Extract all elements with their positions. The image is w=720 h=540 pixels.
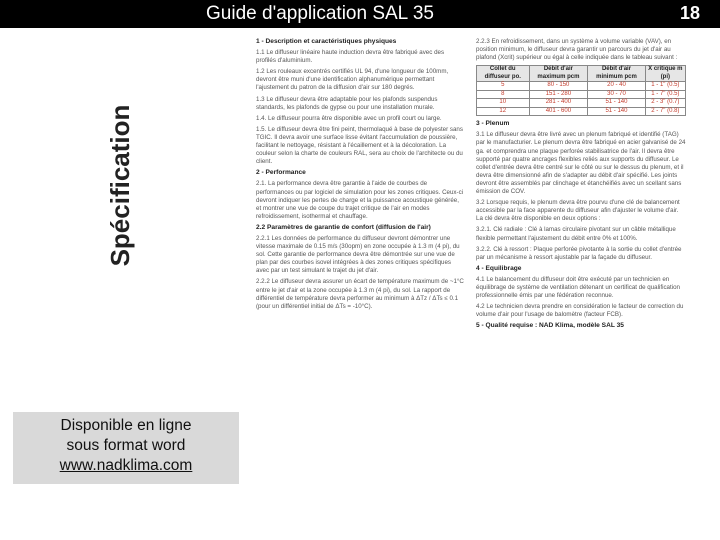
table-cell: 12 (477, 107, 530, 116)
paragraph: 2.2.2 Le diffuseur devra assurer un écart de température maximum de ~1°C entre le jet d'air et la zone occupée à 1.3 m (4 pi), du sol. La rapport de différentiel de température devra performer au minimum à ΔTᴢ / ΔTs ≤ 0.1 (pour un différentiel initial de ΔTs = -10°C). (256, 278, 464, 310)
paragraph: 2.2.1 Les données de performance du diffuseur devront démontrer une vitesse maximale de 0.15 m/s (30opm) en zone occupée à 1.3 m (4 pi), du sol. Cette garantie de performance devra être démontrée sur une vue de plan par des courbes isovel intégrées à des zones critiques spécifiques avec par un test simulant le trajet du jet d'air. (256, 234, 460, 275)
document-left-column (256, 38, 464, 314)
table-cell: 5 (477, 82, 530, 91)
table-cell: 151 - 280 (529, 90, 588, 99)
table-row (477, 90, 686, 99)
paragraph: 1.5. Le diffuseur devra être fini peint, thermolaqué à base de polyester sans TGIC. Il devra avoir une surface lisse évitant l'accumulation de poussière, facilitant le nettoyage, résistant à l'écaillement et à la décoloration. La couleur selon la charte de couleurs RAL, sera au choix de l'architecte ou du client. (256, 125, 463, 166)
table-cell: 401 - 600 (529, 107, 588, 116)
table-row (477, 82, 686, 91)
section-heading: 2.2 Paramètres de garantie de confort (diffusion de l'air) (256, 223, 431, 231)
section-heading: 3 - Plenum (476, 120, 510, 128)
table-cell: 281 - 400 (529, 99, 588, 108)
paragraph: 2.2.3 En refroidissement, dans un système à volume variable (VAV), en position minimum, le diffuseur devra garantir un parcours du jet d'air au plafond (Xcrit) supérieur ou égal à celle indiquée dans le tableau suivant : (476, 38, 678, 62)
paragraph: 2.1. La performance devra être garantie à l'aide de courbes de performances ou par logiciel de simulation pour les zones critiques. Ceux-ci devront indiquer les pertes de charge et la puissance acoustique générée, et montrer une vue de coupe du trajet critique de l'air en modes refroidissement, isothermal et chauffage. (256, 180, 464, 220)
table-cell: 30 - 70 (588, 90, 645, 99)
paragraph: 4.2 Le technicien devra prendre en considération le facteur de correction du volume d'air pour l'usage de balomètre (facteur FCB). (476, 303, 684, 319)
website-link[interactable]: www.nadklima.com (59, 457, 193, 474)
table-row (477, 107, 686, 116)
section-heading: 1 - Description et caractéristiques physiques (256, 38, 397, 45)
paragraph: 3.2.1. Clé radiale : Clé à lamas circulaire pivotant sur un câble métallique flexible permettant l'ajustement du débit entre 0% et 100%. (476, 226, 676, 242)
column-header: Débit d'air minimum pcm (588, 66, 645, 82)
document-right-body (476, 120, 686, 330)
table-cell: 1 - 1" (0.5) (645, 82, 685, 91)
column-header: Collet du diffuseur po. (477, 66, 530, 82)
paragraph: 3.2.2. Clé à ressort : Plaque perforée pivotante à la sortie du collet d'entrée par un mécanisme à ressort ajustable par la façade du diffuseur. (476, 245, 682, 261)
document-right-column (476, 38, 686, 333)
paragraph: 1.4. Le diffuseur pourra être disponible avec un profil court ou large. (256, 114, 442, 122)
table-cell: 2 - 3" (0.7) (645, 99, 685, 108)
specification-document (246, 38, 691, 535)
column-header: X critique m (pi) (645, 66, 685, 82)
page-title: Guide d'application SAL 35 (206, 3, 434, 24)
table-row (477, 99, 686, 108)
table-header-row (477, 66, 686, 82)
section-heading: 2 - Performance (256, 169, 306, 177)
paragraph: 1.3 Le diffuseur devra être adaptable pour les plafonds suspendus standards, les plafonds de gypse ou pour une installation murale. (256, 95, 438, 111)
header-bar (0, 0, 720, 28)
table-cell: 1 - 7" (0.5) (645, 90, 685, 99)
paragraph: 1.1 Le diffuseur linéaire haute induction devra être fabriqué avec des profilés d'aluminium. (256, 49, 445, 65)
table-cell: 20 - 40 (588, 82, 645, 91)
paragraph: 4.1 Le balancement du diffuseur doit être exécuté par un technicien en équilibrage de système de ventilation détenant un certificat de qualification professionnelle émis par une fédération reconnue. (476, 275, 680, 300)
column-header: Débit d'air maximum pcm (529, 66, 588, 82)
section-heading: 4 - Equilibrage (476, 264, 522, 272)
table-cell: 51 - 140 (588, 99, 645, 108)
critical-throw-table (476, 65, 686, 116)
note-line: Disponible en ligne (60, 417, 192, 434)
table-cell: 80 - 150 (529, 82, 588, 91)
note-line: sous format word (66, 437, 186, 454)
download-note (13, 412, 239, 484)
section-heading: 5 - Qualité requise : NAD Klima, modèle SAL 35 (476, 322, 624, 330)
table-body (477, 82, 686, 116)
section-label-text: Spécification (105, 104, 135, 267)
table-cell: 2 - 7" (0.8) (645, 107, 685, 116)
paragraph: 3.2 Lorsque requis, le plenum devra être pourvu d'une clé de balancement accessible par la face apparente du diffuseur afin d'ajuster le volume d'air. La clé devra être disponible en deux options : (476, 199, 680, 223)
table-cell: 51 - 140 (588, 107, 645, 116)
paragraph: 1.2 Les rouleaux excentrés certifiés UL 94, d'une longueur de 100mm, devront être muni d'une identification alphanumérique permettant l'ajustement du patron de la diffusion d'air sur 180 degrés. (256, 68, 449, 92)
table-cell: 8 (477, 90, 530, 99)
paragraph: 3.1 Le diffuseur devra être livré avec un plenum fabriqué et identifié (TAG) par le manufacturier. Le plenum devra être fabriqué en acier galvanisé de 24 ga. et comprendra une plaque perforée stabilisatrice de l'air. Il devra être supporté par quatre ancrages flexibles reliés aux supports du diffuseur. Le collet d'entrée devra être centré sur le côté ou sur le dessus du plenum, et il devra être dimensionné afin de s'adapter au débit d'air spécifié. Les joints devront être assemblés par clinchage et étanchéifiés avec un scellant sans émission de COV. (476, 131, 686, 196)
section-label (98, 95, 136, 280)
page-number: 18 (679, 3, 701, 23)
table-cell: 10 (477, 99, 530, 108)
